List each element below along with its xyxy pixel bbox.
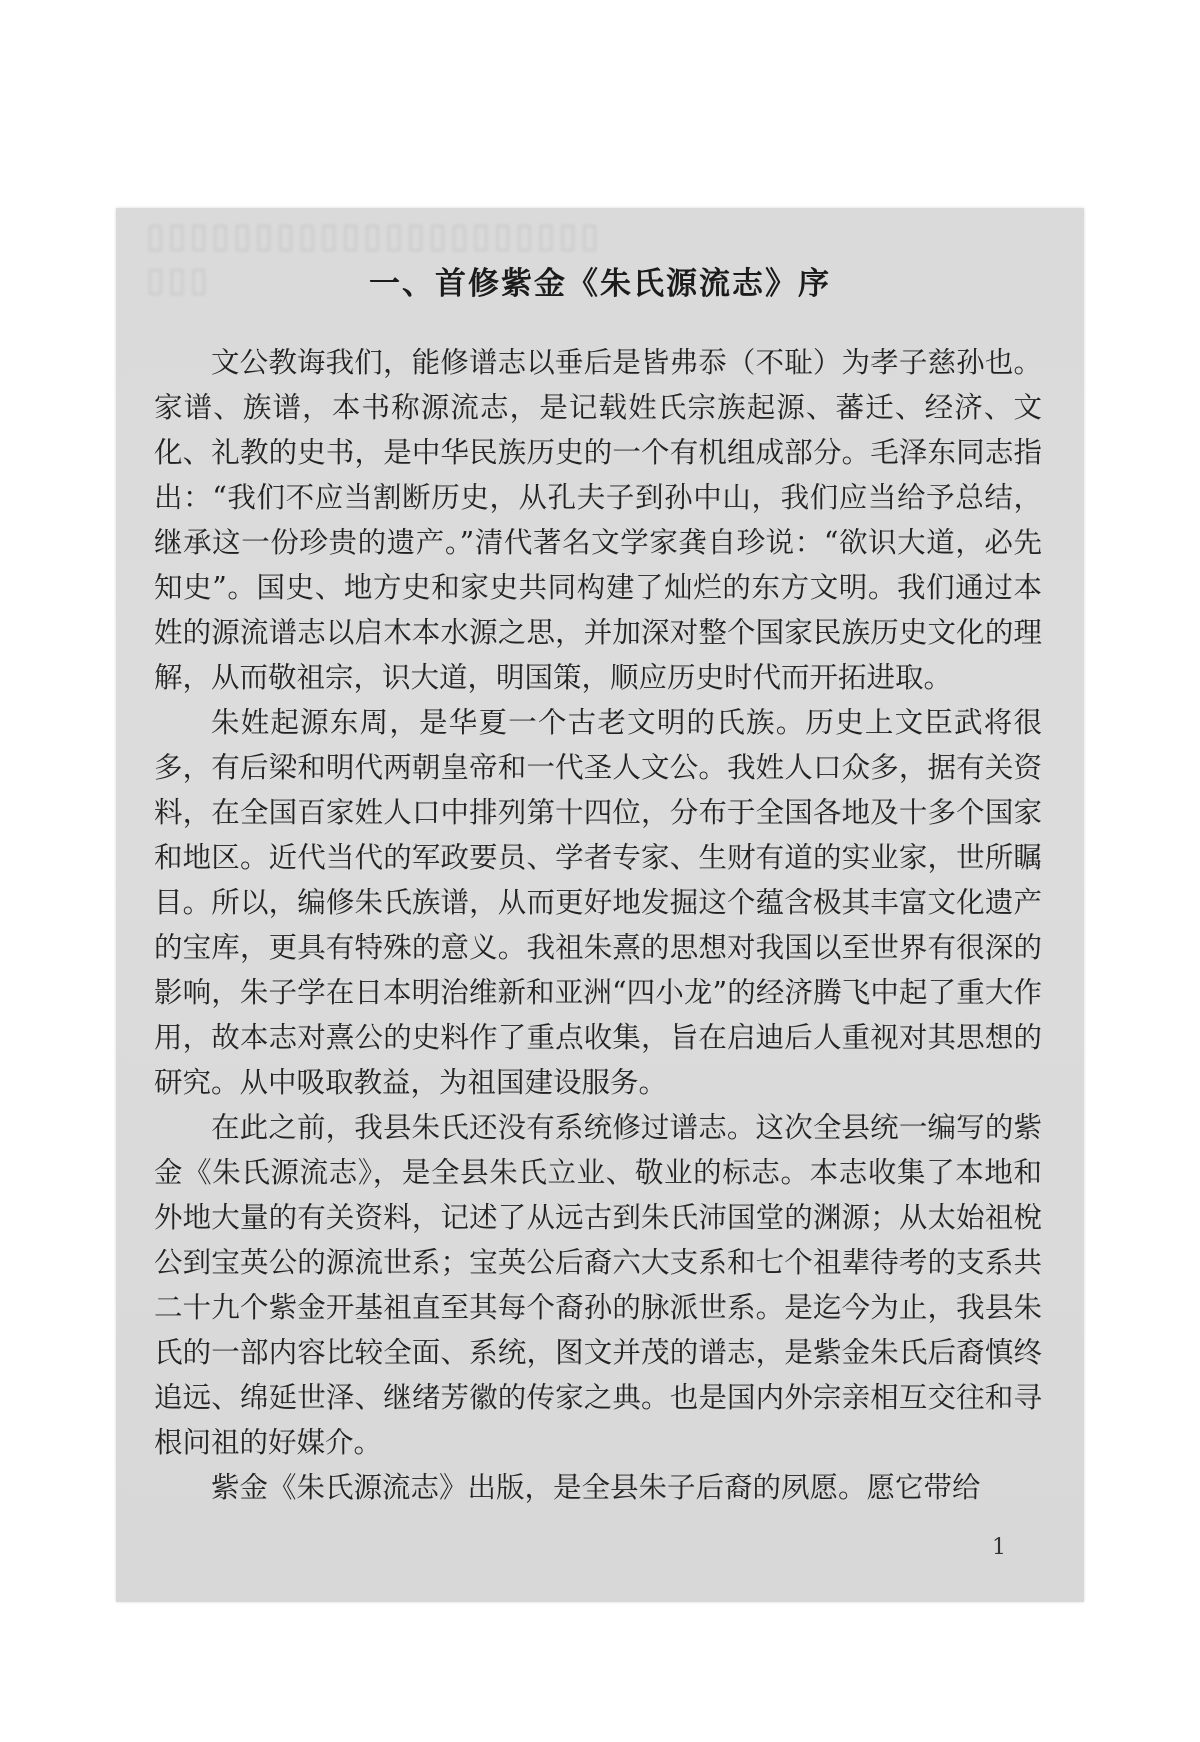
page-number: 1 (992, 1535, 1006, 1560)
paragraph-1: 文公教诲我们，能修谱志以垂后是皆弗忝（不耻）为孝子慈孙也。家谱、族谱，本书称源流志，是记载姓氏宗族起源、蕃迁、经济、文化、礼教的史书，是中华民族历史的一个有机组成部分。毛泽东同志指出：“我们不应当割断历史，从孔夫子到孙中山，我们应当给予总结，继承这一份珍贵的遗产。”清代著名文学家龚自珍说：“欲识大道，必先知史”。国史、地方史和家史共同构建了灿烂的东方文明。我们通过本姓的源流谱志以启木本水源之思，并加深对整个国家民族历史文化的理解，从而敬祖宗，识大道，明国策，顺应历史时代而开拓进取。 (154, 346, 1042, 694)
page-title: 一、首修紫金《朱氏源流志》序 (369, 266, 831, 302)
paragraph-4: 紫金《朱氏源流志》出版，是全县朱子后裔的夙愿。愿它带给 (211, 1471, 981, 1504)
book-page (116, 208, 1084, 1602)
bleed-through-text: ▯▯▯▯▯▯▯▯▯▯▯▯▯▯▯▯▯▯▯▯▯ ▯▯▯ (146, 216, 602, 300)
paragraph-2: 朱姓起源东周，是华夏一个古老文明的氏族。历史上文臣武将很多，有后梁和明代两朝皇帝和一代圣人文公。我姓人口众多，据有关资料，在全国百家姓人口中排列第十四位，分布于全国各地及十多个国家和地区。近代当代的军政要员、学者专家、生财有道的实业家，世所瞩目。所以，编修朱氏族谱，从而更好地发掘这个蕴含极其丰富文化遗产的宝库，更具有特殊的意义。我祖朱熹的思想对我国以至世界有很深的影响，朱子学在日本明治维新和亚洲“四小龙”的经济腾飞中起了重大作用，故本志对熹公的史料作了重点收集，旨在启迪后人重视对其思想的研究。从中吸取教益，为祖国建设服务。 (154, 706, 1042, 1099)
paragraph-3: 在此之前，我县朱氏还没有系统修过谱志。这次全县统一编写的紫金《朱氏源流志》，是全县朱氏立业、敬业的标志。本志收集了本地和外地大量的有关资料，记述了从远古到朱氏沛国堂的渊源；从太始祖梲公到宝英公的源流世系；宝英公后裔六大支系和七个祖辈待考的支系共二十九个紫金开基祖直至其每个裔孙的脉派世系。是迄今为止，我县朱氏的一部内容比较全面、系统，图文并茂的谱志，是紫金朱氏后裔慎终追远、绵延世泽、继绪芳徽的传家之典。也是国内外宗亲相互交往和寻根问祖的好媒介。 (154, 1111, 1042, 1459)
body-text (154, 340, 1042, 1510)
